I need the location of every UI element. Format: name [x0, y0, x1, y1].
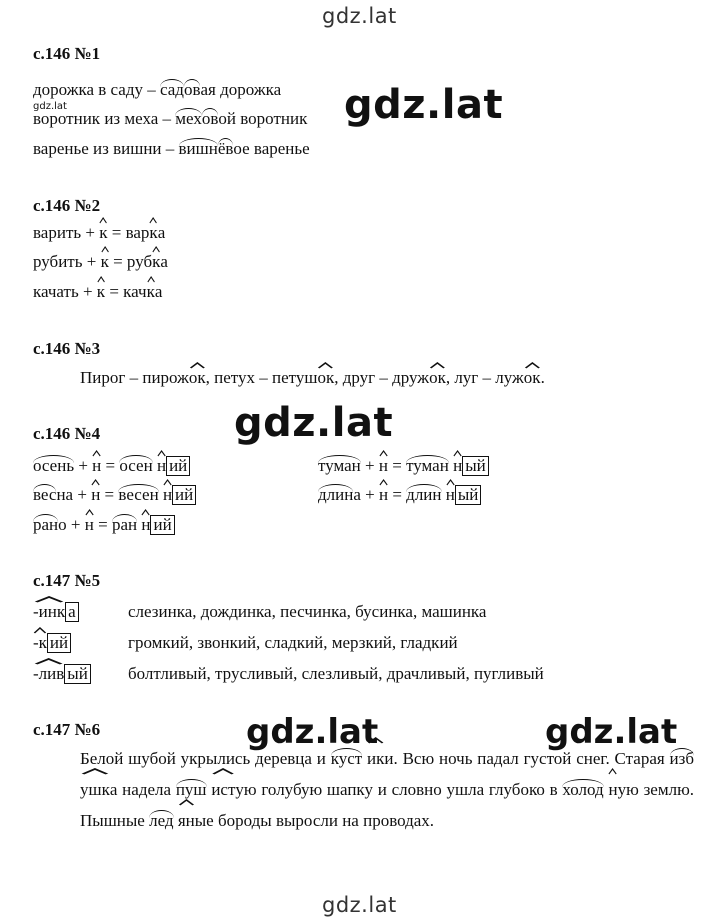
suffix-mark: н — [92, 456, 101, 476]
root-mark: куст — [330, 749, 363, 768]
ending-box: ий — [172, 485, 196, 505]
watermark-large-4: gdz.lat — [545, 712, 678, 752]
root-mark: осен — [119, 456, 153, 475]
suffix-mark: ок — [317, 368, 334, 388]
suffix-mark: -к — [33, 633, 47, 653]
ending-box: ый — [64, 664, 91, 684]
root-mark: осень — [33, 456, 75, 475]
suffix-mark: ян — [178, 805, 195, 836]
watermark-large-2: gdz.lat — [234, 400, 394, 446]
suffix-mark: н — [379, 456, 388, 476]
ex3-header: с.146 №3 — [33, 339, 101, 358]
suffix-mark: ушк — [80, 774, 110, 805]
ex2-line-3: качать + к = кач ка — [33, 282, 162, 302]
suffix-mark: -инк — [33, 602, 65, 622]
root-mark: вес — [33, 485, 57, 504]
ex4-header: с.146 №4 — [33, 424, 101, 443]
suffix-mark: ист — [211, 774, 235, 805]
root-mark: сад — [160, 80, 184, 99]
ex5-row-3-suffix — [33, 664, 91, 684]
ex1-line-2: воротник из меха – меховой воротник — [33, 109, 308, 128]
root-mark: изб — [669, 749, 695, 768]
suffix-mark: к — [97, 282, 105, 302]
watermark-tiny: gdz.lat — [33, 101, 67, 112]
root-mark: пуш — [175, 780, 207, 799]
ending-box: ий — [150, 515, 174, 535]
ex6-header: с.147 №6 — [33, 720, 101, 739]
suffix-mark: н — [163, 485, 172, 505]
root-mark: длин — [318, 485, 354, 504]
suffix-mark: н — [91, 485, 100, 505]
ex4-left-1: осень + н = осен н ий — [33, 455, 190, 476]
root-mark: холод — [562, 780, 604, 799]
suffix-mark: к — [152, 252, 160, 272]
suffix-mark: н — [85, 515, 94, 535]
root-mark: вишн — [178, 139, 218, 158]
suffix-mark: ов — [201, 109, 219, 128]
ex1-header: с.146 №1 — [33, 44, 101, 63]
ex4-right-1: туман + н = туман н ый — [318, 455, 489, 476]
root-mark: туман — [318, 456, 361, 475]
suffix-mark: н — [157, 456, 166, 476]
suffix-mark: ок — [524, 368, 541, 388]
ending-box: а — [65, 602, 79, 622]
ex4-left-3: рано + н = ран н ий — [33, 514, 175, 535]
ending-box: ый — [462, 456, 489, 476]
root-mark: длин — [406, 485, 442, 504]
root-mark: ран — [111, 515, 138, 534]
ex4-right-2: длина + н = длин н ый — [318, 484, 481, 505]
ex2-line-1: варить + к = вар ка — [33, 223, 165, 243]
suffix-mark: ок — [429, 368, 446, 388]
ex6-paragraph: Белой шубой укрылись деревца и куст ики. Всю ночь падал густой снег. Старая изб ушка надела пуш истую голубую шапку и словно ушла глубоко в холод ную землю. Пышные лед яные бороды выросли на проводах. — [80, 743, 694, 836]
suffix-mark: н — [453, 456, 462, 476]
watermark-large-1: gdz.lat — [344, 82, 504, 128]
suffix-mark: н — [446, 485, 455, 505]
ending-box: ий — [47, 633, 71, 653]
suffix-mark: н — [608, 774, 617, 805]
suffix-mark: н — [141, 515, 150, 535]
root-mark: туман — [406, 456, 449, 475]
watermark-bottom: gdz.lat — [322, 893, 397, 917]
suffix-mark: ёв — [217, 139, 234, 158]
ex5-row-1-words: слезинка, дождинка, песчинка, бусинка, машинка — [128, 602, 487, 621]
watermark-top: gdz.lat — [322, 4, 397, 28]
ex1-line-1: дорожка в саду – садовая дорожка — [33, 80, 282, 99]
root-mark: ран — [33, 515, 59, 534]
suffix-mark: -лив — [33, 664, 64, 684]
suffix-mark: к — [99, 223, 107, 243]
suffix-mark: к — [149, 223, 157, 243]
root-mark: весен — [118, 485, 159, 504]
suffix-mark: к — [101, 252, 109, 272]
ex5-row-2-suffix — [33, 633, 71, 653]
ex1-line-3: варенье из вишни – вишнёвое варенье — [33, 139, 310, 158]
ending-box: ый — [455, 485, 482, 505]
root-mark: лед — [149, 811, 174, 830]
suffix-mark: ок — [189, 368, 206, 388]
ex4-left-2: весна + н = весен н ий — [33, 484, 196, 505]
ex5-row-3-words: болтливый, трусливый, слезливый, драчливый, пугливый — [128, 664, 544, 683]
ex2-line-2: рубить + к = руб ка — [33, 252, 168, 272]
suffix-mark: к — [147, 282, 155, 302]
suffix-mark: н — [379, 485, 388, 505]
ending-box: ий — [166, 456, 190, 476]
ex5-row-1-suffix — [33, 602, 79, 622]
watermark-large-3: gdz.lat — [246, 712, 379, 752]
ex5-row-2-words: громкий, звонкий, сладкий, мерзкий, гладкий — [128, 633, 458, 652]
suffix-mark: ик — [367, 743, 384, 774]
ex3-line: Пирог – пирож ок, петух – петуш ок, друг – друж ок, луг – луж ок. — [80, 368, 545, 388]
ex5-header: с.147 №5 — [33, 571, 101, 590]
suffix-mark: ов — [183, 80, 201, 99]
root-mark: мех — [175, 109, 202, 128]
ex2-header: с.146 №2 — [33, 196, 101, 215]
